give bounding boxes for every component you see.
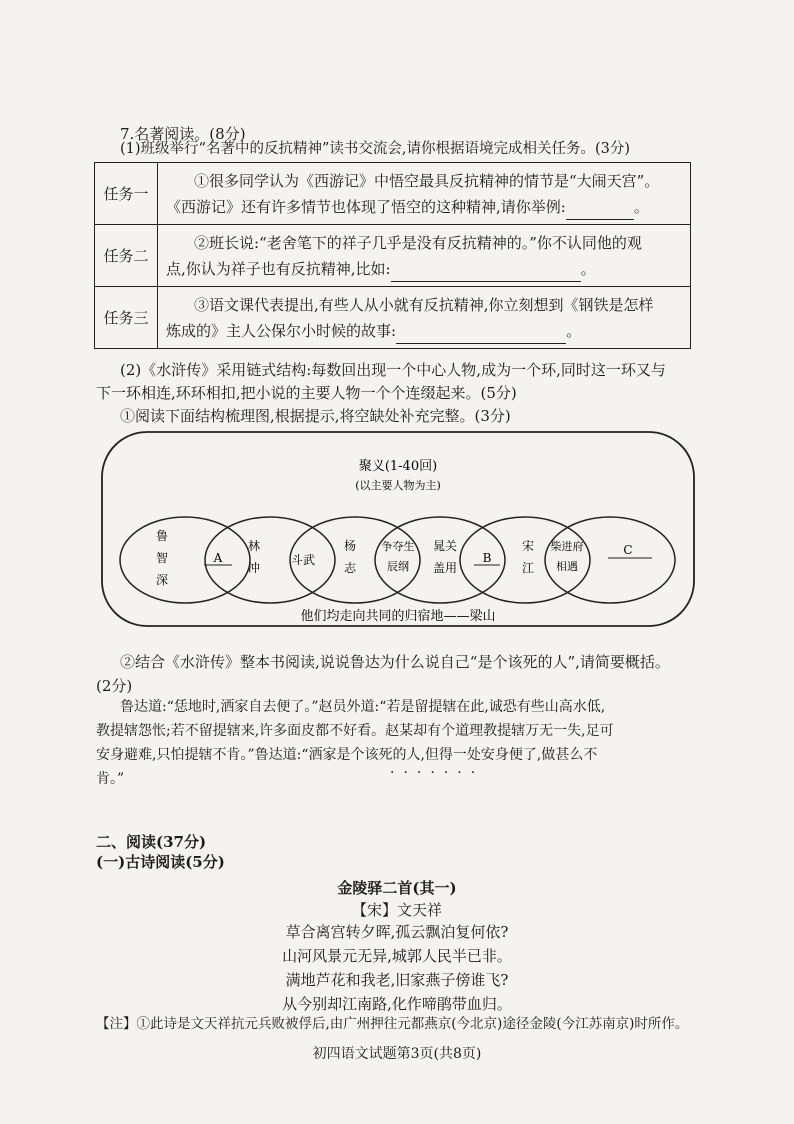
task-line: ③语文课代表提出,有些人从小就有反抗精神,你立刻想到《钢铁是怎样 xyxy=(194,295,654,314)
q7-part2-sub2-line2: (2分) xyxy=(96,677,133,695)
task-body xyxy=(158,225,691,287)
ring3-char: 志 xyxy=(343,561,357,575)
q7-part2-sub1: ①阅读下面结构梳理图,根据提示,将空缺处补充完整。(3分) xyxy=(120,407,511,425)
poem-line: 从今别却江南路,化作啼鹃带血归。 xyxy=(282,995,512,1013)
emphasis-dots: ······· xyxy=(390,765,485,781)
poem-line: 山河风景元无异,城郭人民半已非。 xyxy=(282,947,512,965)
task-line: ①很多同学认为《西游记》中悟空最具反抗精神的情节是“大闹天宫”。 xyxy=(194,171,660,190)
task-line: ②班长说:“老舍笔下的祥子几乎是没有反抗精神的。”你不认同他的观 xyxy=(194,233,642,252)
task-text: 。 xyxy=(566,321,582,340)
task-text: 。 xyxy=(633,197,649,216)
ring5-char: 江 xyxy=(521,561,535,575)
ring1-char: 智 xyxy=(155,551,169,565)
poem-line: 满地芦花和我老,旧家燕子傍谁飞? xyxy=(285,971,509,989)
q7-heading: 7.名著阅读。(8分) xyxy=(120,125,246,143)
task-text: 《西游记》还有许多情节也体现了悟空的这种精神,请你举例: xyxy=(166,197,566,216)
ring-2 xyxy=(205,517,335,603)
poem-title: 金陵驿二首(其一) xyxy=(337,879,457,897)
task-text: 炼成的》主人公保尔小时候的故事: xyxy=(166,321,397,340)
answer-blank[interactable] xyxy=(396,343,566,344)
q7-part2-sub2-line1: ②结合《水浒传》整本书阅读,说说鲁达为什么说自己“是个该死的人”,请简要概括。 xyxy=(120,653,670,671)
blank-a-label: A xyxy=(213,551,223,565)
quote-line: 鲁达道:“恁地时,洒家自去便了。”赵员外道:“若是留提辖在此,诚恐有些山高水低, xyxy=(120,699,606,715)
ring3-char: 杨 xyxy=(343,539,357,553)
task-row-1 xyxy=(95,163,691,225)
ring5-char: 宋 xyxy=(521,539,535,553)
task-line xyxy=(166,318,682,344)
task-text: 。 xyxy=(580,259,596,278)
q7-part1-intro: (1)班级举行“名著中的反抗精神”读书交流会,请你根据语境完成相关任务。(3分) xyxy=(120,141,631,157)
task-name: 任务三 xyxy=(95,287,158,349)
diagram-footer: 他们均走向共同的归宿地——梁山 xyxy=(300,609,496,624)
diagram-title: 聚义(1-40回) xyxy=(358,459,438,474)
poem-author: 【宋】文天祥 xyxy=(351,901,442,919)
blank-b-label: B xyxy=(482,551,492,565)
task-table xyxy=(94,162,691,349)
ring4-line: 晁关 xyxy=(432,539,458,553)
overlap-2: 斗武 xyxy=(290,553,316,567)
quote-line: 肯。” xyxy=(96,771,125,787)
overlap-3-line: 争夺生 xyxy=(381,540,415,553)
poem-note: 【注】①此诗是文天祥抗元兵败被俘后,由广州押往元都燕京(今北京)途径金陵(今江苏南京)时所作。 xyxy=(96,1016,689,1032)
task-row-3 xyxy=(95,287,691,349)
ring2-char: 林 xyxy=(247,539,261,553)
section2-sub-heading: (一)古诗阅读(5分) xyxy=(96,853,225,871)
task-line xyxy=(166,256,682,282)
diagram-subtitle: (以主要人物为主) xyxy=(355,479,441,492)
ring2-char: 冲 xyxy=(247,561,261,575)
answer-blank[interactable] xyxy=(391,281,581,282)
poem-line: 草合离宫转夕晖,孤云飘泊复何依? xyxy=(285,923,509,941)
ring1-char: 鲁 xyxy=(155,529,169,543)
q7-part2-line2: 下一环相连,环环相扣,把小说的主要人物一个个连缀起来。(5分) xyxy=(96,384,517,402)
task-row-2 xyxy=(95,225,691,287)
overlap-5-line: 柴进府 xyxy=(550,540,584,553)
section2-heading: 二、阅读(37分) xyxy=(96,833,207,851)
ring1-char: 深 xyxy=(155,573,169,587)
quote-line: 安身避难,只怕提辖不肯。”鲁达道:“洒家是个该死的人,但得一处安身便了,做甚么不 xyxy=(96,747,598,763)
task-text: 点,你认为祥子也有反抗精神,比如: xyxy=(166,259,391,278)
ring4-line: 盖用 xyxy=(432,561,458,575)
page-footer: 初四语文试题第3页(共8页) xyxy=(312,1046,482,1062)
task-name: 任务一 xyxy=(95,163,158,225)
q7-part2-line1: (2)《水浒传》采用链式结构:每数回出现一个中心人物,成为一个环,同时这一环又与 xyxy=(120,361,666,379)
structure-diagram xyxy=(100,430,696,628)
task-body xyxy=(158,163,691,225)
blank-c-label: C xyxy=(623,543,633,557)
task-line xyxy=(166,194,682,220)
overlap-5-line: 相遇 xyxy=(556,560,578,573)
task-name: 任务二 xyxy=(95,225,158,287)
task-body xyxy=(158,287,691,349)
quote-line: 教提辖怨怅;若不留提辖来,许多面皮都不好看。赵某却有个道理教提辖万无一失,足可 xyxy=(96,723,614,739)
answer-blank[interactable] xyxy=(566,219,634,220)
ring-1 xyxy=(120,517,250,603)
overlap-3-line: 辰纲 xyxy=(387,560,409,573)
